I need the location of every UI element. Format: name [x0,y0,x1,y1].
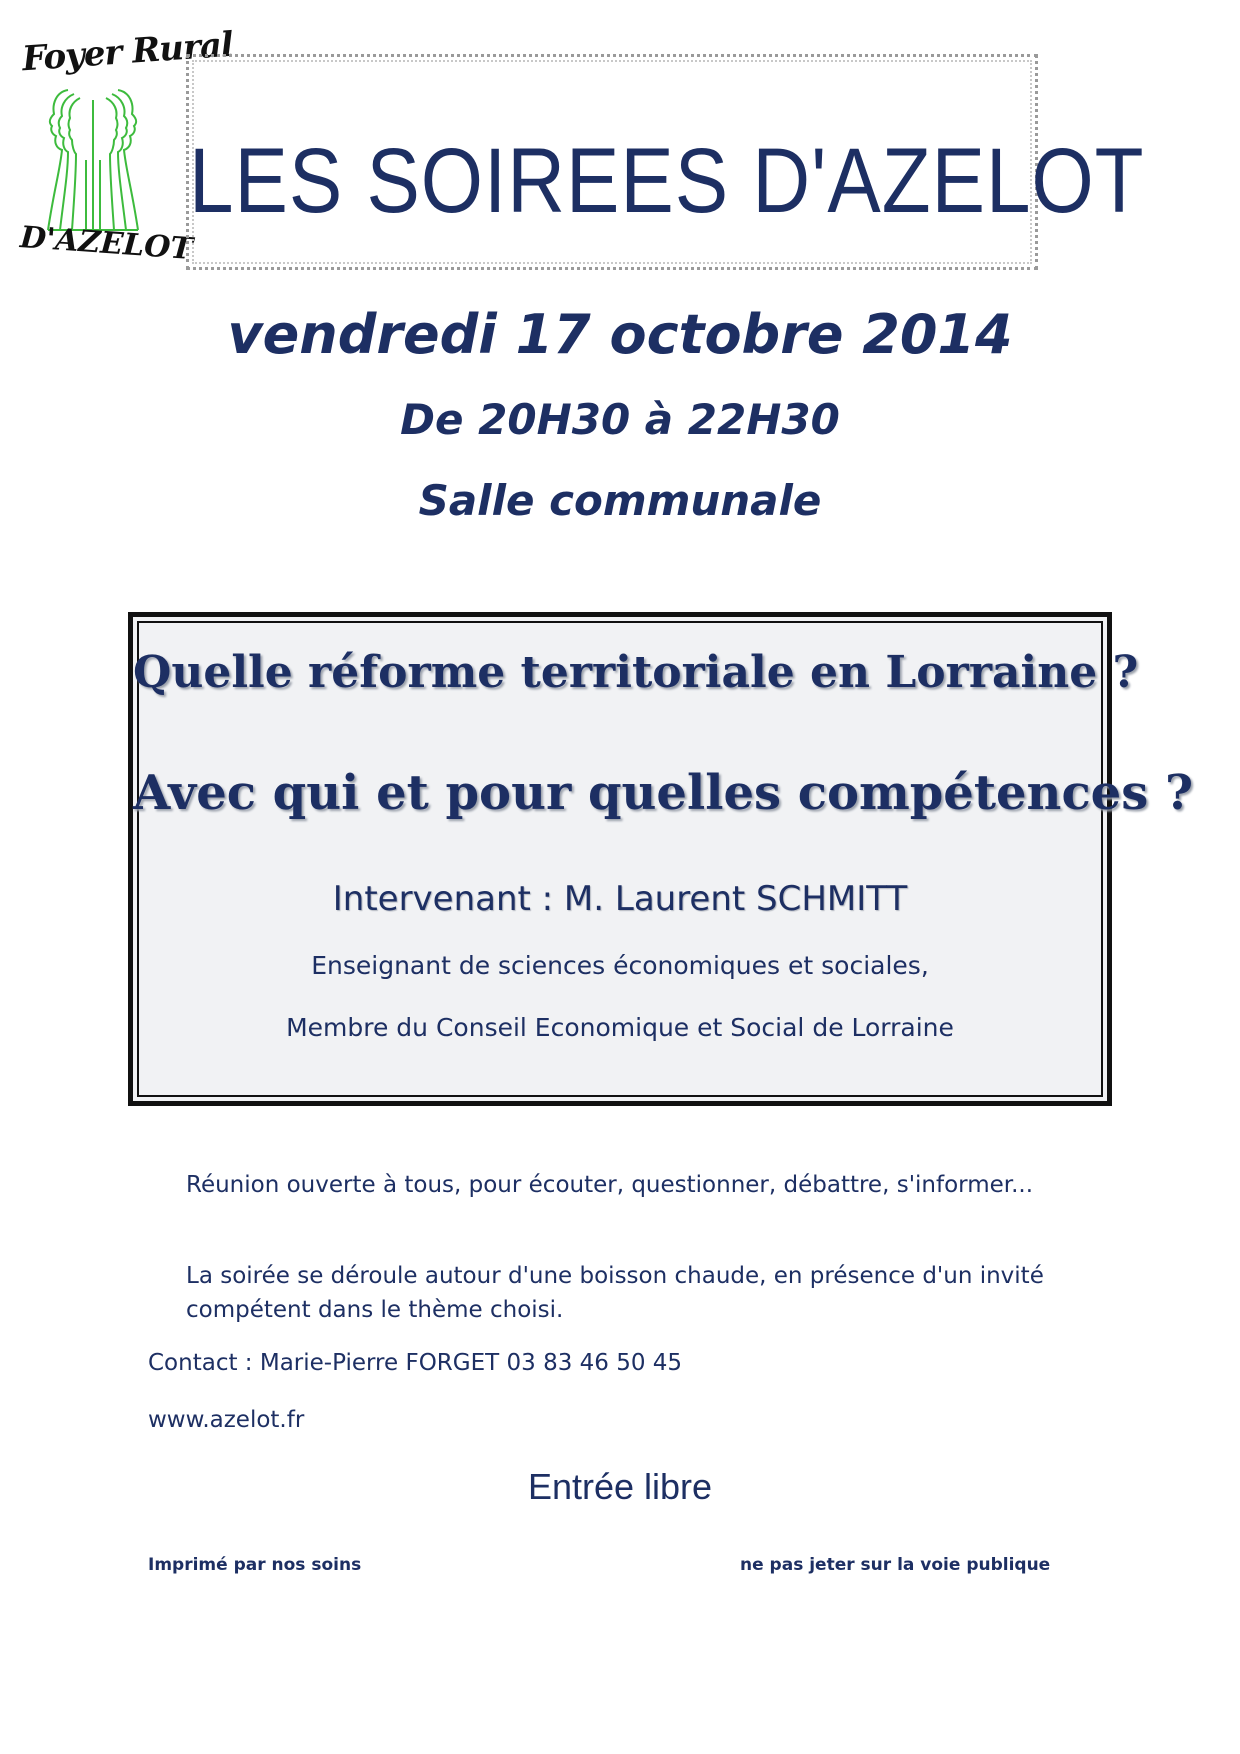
contact-line: Contact : Marie-Pierre FORGET 03 83 46 50 45 [148,1350,683,1376]
description-paragraph-1: Réunion ouverte à tous, pour écouter, questionner, débattre, s'informer... [186,1172,1034,1198]
logo-bottom-text: D'AZELOT [18,220,194,267]
speaker-line: Intervenant : M. Laurent SCHMITT [332,879,908,919]
footer-printed-note: Imprimé par nos soins [148,1555,362,1575]
speaker-role-2: Membre du Conseil Economique et Social de Lorraine [286,1013,954,1042]
logo-faces-art [28,80,158,240]
footer-litter-note: ne pas jeter sur la voie publique [740,1555,1051,1575]
topic-question-2: Avec qui et pour quelles compétences ? [133,765,1194,821]
event-date: vendredi 17 octobre 2014 [227,303,1013,366]
entry-free-text: Entrée libre [527,1466,713,1507]
website-link[interactable]: www.azelot.fr [148,1407,305,1433]
event-time: De 20H30 à 22H30 [400,395,840,444]
foyer-rural-logo [14,24,235,278]
speaker-role-1: Enseignant de sciences économiques et sociales, [311,951,929,980]
topic-question-1: Quelle réforme territoriale en Lorraine ? [133,647,1139,698]
topic-box [128,612,1194,1106]
description-paragraph-2: La soirée se déroule autour d'une boisson chaude, en présence d'un invité compétent dans le thème choisi. [186,1263,1044,1323]
title-banner [186,54,1145,270]
event-place: Salle communale [418,476,822,525]
page-title: LES SOIREES D'AZELOT [189,129,1145,232]
logo-top-text: Foyer Rural [20,24,235,80]
